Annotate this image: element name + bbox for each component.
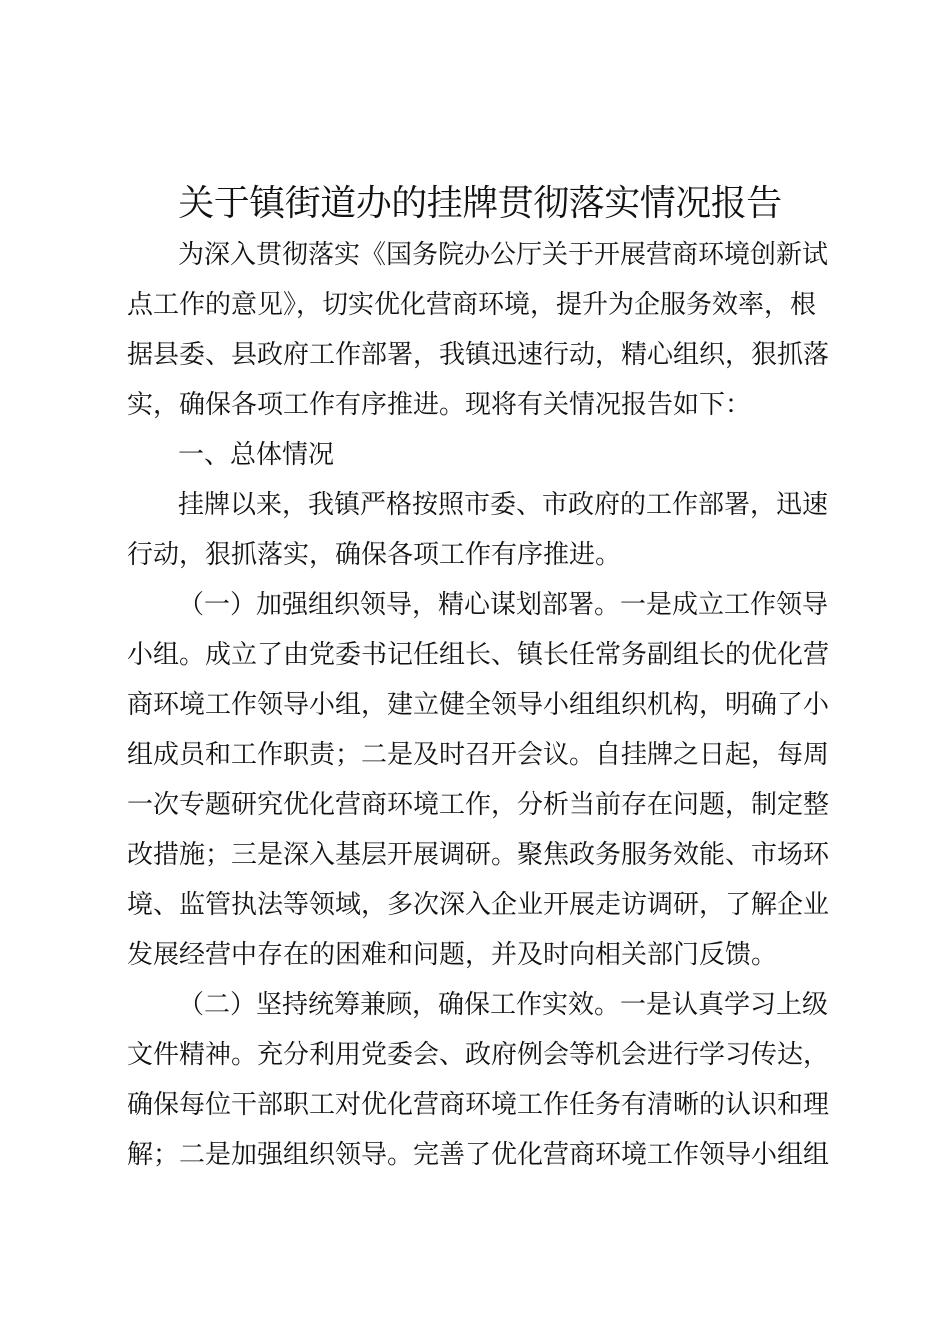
text-line: 小组。成立了由党委书记任组长、镇长任常务副组长的优化营: [127, 640, 830, 670]
text-line: 改措施；三是深入基层开展调研。聚焦政务服务效能、市场环: [127, 840, 830, 870]
section-heading: 一、总体情况: [178, 440, 335, 470]
text-line: 境、监管执法等领域，多次深入企业开展走访调研，了解企业: [127, 890, 830, 920]
text-line: 商环境工作领导小组，建立健全领导小组组织机构，明确了小: [127, 690, 830, 720]
text-line: （二）坚持统筹兼顾，确保工作实效。一是认真学习上级: [178, 990, 829, 1020]
text-line: 据县委、县政府工作部署，我镇迅速行动，精心组织，狠抓落: [127, 340, 830, 370]
text-line: 一次专题研究优化营商环境工作，分析当前存在问题，制定整: [127, 790, 830, 820]
text-line: 文件精神。充分利用党委会、政府例会等机会进行学习传达，: [127, 1040, 830, 1070]
text-line: 发展经营中存在的困难和问题，并及时向相关部门反馈。: [127, 940, 778, 970]
text-line: 组成员和工作职责；二是及时召开会议。自挂牌之日起，每周: [127, 740, 830, 770]
text-line: 解；二是加强组织领导。完善了优化营商环境工作领导小组组: [127, 1140, 830, 1170]
text-line: （一）加强组织领导，精心谋划部署。一是成立工作领导: [178, 590, 829, 620]
text-line: 行动，狠抓落实，确保各项工作有序推进。: [127, 540, 622, 570]
text-line: 为深入贯彻落实《国务院办公厅关于开展营商环境创新试: [178, 240, 829, 270]
text-line: 确保每位干部职工对优化营商环境工作任务有清晰的认识和理: [127, 1090, 830, 1120]
document-title: 关于镇街道办的挂牌贯彻落实情况报告: [178, 183, 782, 224]
text-line: 实，确保各项工作有序推进。现将有关情况报告如下：: [127, 390, 752, 420]
text-line: 点工作的意见》，切实优化营商环境，提升为企服务效率，根: [127, 290, 817, 320]
text-line: 挂牌以来，我镇严格按照市委、市政府的工作部署，迅速: [178, 490, 829, 520]
